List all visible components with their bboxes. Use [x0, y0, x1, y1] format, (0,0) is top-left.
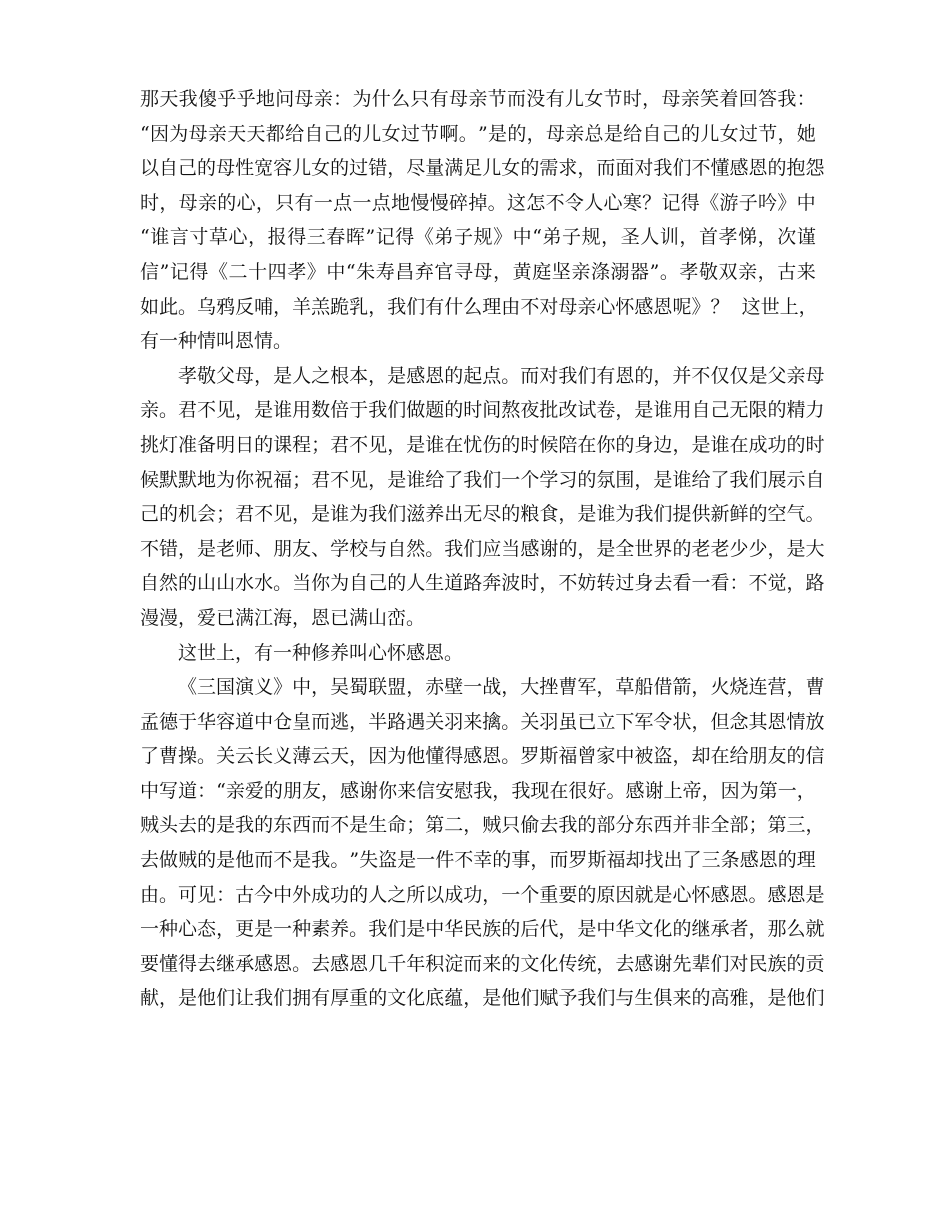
text-line: 挑 灯 准 备 明 日 的 课 程 ； 君 不 见 ， 是 谁 在 忧 伤 的 时 候 陪 在 你 的 身 边 ， 是 谁 在 成 功 的 时 — [140, 433, 825, 456]
text-line: 己 的 机 会 ； 君 不 见 ， 是 谁 为 我 们 滋 养 出 无 尽 的 粮 食 ， 是 谁 为 我 们 提 供 新 鲜 的 空 气 。 — [140, 503, 825, 526]
text-line: “ 谁 言 寸 草 心 ， 报 得 三 春 晖 ” 记 得 《 弟 子 规 》 中 “ 弟 子 规 ， 圣 人 训 ， 首 孝 悌 ， 次 谨 — [140, 226, 816, 249]
text-line: 献 ， 是 他 们 让 我 们 拥 有 厚 重 的 文 化 底 蕴 ， 是 他 们 赋 予 我 们 与 生 俱 来 的 高 雅 ， 是 他 们 — [140, 987, 825, 1010]
text-line: 不 错 ， 是 老 师 、 朋 友 、 学 校 与 自 然 。 我 们 应 当 感 谢 的 ， 是 全 世 界 的 老 老 少 少 ， 是 大 — [140, 537, 825, 560]
text-line: 孝 敬 父 母 ， 是 人 之 根 本 ， 是 感 恩 的 起 点 。 而 对 我 们 有 恩 的 ， 并 不 仅 仅 是 父 亲 母 — [178, 364, 825, 387]
text-line: 由 。 可 见 ： 古 今 中 外 成 功 的 人 之 所 以 成 功 ， 一 个 重 要 的 原 因 就 是 心 怀 感 恩 。 感 恩 是 — [140, 883, 825, 906]
text-line: 漫漫，爱已满江海，恩已满山峦。 — [140, 606, 426, 629]
text-line: 时 ， 母 亲 的 心 ， 只 有 一 点 一 点 地 慢 慢 碎 掉 。 这 怎 不 令 人 心 寒 ？ 记 得 《 游 子 吟 》 中 — [140, 191, 816, 214]
text-line: 有一种情叫恩情。 — [140, 330, 293, 353]
essay-body — [140, 82, 825, 1016]
text-line: 信 ” 记 得 《 二 十 四 孝 》 中 “ 朱 寿 昌 弃 官 寻 母 ， 黄 庭 坚 亲 涤 溺 器 ” 。 孝 敬 双 亲 ， 古 来 — [140, 260, 816, 283]
text-line: “ 因 为 母 亲 天 天 都 给 自 己 的 儿 女 过 节 啊 。 ” 是 的 ， 母 亲 总 是 给 自 己 的 儿 女 过 节 ， 她 — [140, 122, 816, 145]
text-line: 自 然 的 山 山 水 水 。 当 你 为 自 己 的 人 生 道 路 奔 波 时 ， 不 妨 转 过 身 去 看 一 看 ： 不 觉 ， 路 — [140, 572, 825, 595]
text-line: 候 默 默 地 为 你 祝 福 ； 君 不 见 ， 是 谁 给 了 我 们 一 个 学 习 的 氛 围 ， 是 谁 给 了 我 们 展 示 自 — [140, 468, 825, 491]
text-line: 孟 德 于 华 容 道 中 仓 皇 而 逃 ， 半 路 遇 关 羽 来 擒 。 关 羽 虽 已 立 下 军 令 状 ， 但 念 其 恩 情 放 — [140, 710, 825, 733]
text-line: 要 懂 得 去 继 承 感 恩 。 去 感 恩 几 千 年 积 淀 而 来 的 文 化 传 统 ， 去 感 谢 先 辈 们 对 民 族 的 贡 — [140, 952, 825, 975]
text-line: 贼 头 去 的 是 我 的 东 西 而 不 是 生 命 ； 第 二 ， 贼 只 偷 去 我 的 部 分 东 西 并 非 全 部 ； 第 三 ， — [140, 814, 825, 837]
text-line: 中 写 道 ： “ 亲 爱 的 朋 友 ， 感 谢 你 来 信 安 慰 我 ， 我 现 在 很 好 。 感 谢 上 帝 ， 因 为 第 一 ， — [140, 779, 816, 802]
text-line: 了 曹 操 。 关 云 长 义 薄 云 天 ， 因 为 他 懂 得 感 恩 。 罗 斯 福 曾 家 中 被 盗 ， 却 在 给 朋 友 的 信 — [140, 745, 825, 768]
text-line: 《 三 国 演 义 》 中 ， 吴 蜀 联 盟 ， 赤 壁 一 战 ， 大 挫 曹 军 ， 草 船 借 箭 ， 火 烧 连 营 ， 曹 — [178, 676, 825, 699]
text-line: 去 做 贼 的 是 他 而 不 是 我 。 ” 失 盗 是 一 件 不 幸 的 事 ， 而 罗 斯 福 却 找 出 了 三 条 感 恩 的 理 — [140, 849, 816, 872]
text-line: 亲 。 君 不 见 ， 是 谁 用 数 倍 于 我 们 做 题 的 时 间 熬 夜 批 改 试 卷 ， 是 谁 用 自 己 无 限 的 精 力 — [140, 399, 825, 422]
text-line: 如 此 。 乌 鸦 反 哺 ， 羊 羔 跪 乳 ， 我 们 有 什 么 理 由 不 对 母 亲 心 怀 感 恩 呢 》 ？ 这 世 上 ， — [140, 295, 818, 318]
text-line: 这世上，有一种修养叫心怀感恩。 — [178, 641, 464, 664]
text-line: 一 种 心 态 ， 更 是 一 种 素 养 。 我 们 是 中 华 民 族 的 后 代 ， 是 中 华 文 化 的 继 承 者 ， 那 么 就 — [140, 918, 825, 941]
text-line: 以 自 己 的 母 性 宽 容 儿 女 的 过 错 ， 尽 量 满 足 儿 女 的 需 求 ， 而 面 对 我 们 不 懂 感 恩 的 抱 怨 — [140, 157, 825, 180]
text-line: 那 天 我 傻 乎 乎 地 问 母 亲 ： 为 什 么 只 有 母 亲 节 而 没 有 儿 女 节 时 ， 母 亲 笑 着 回 答 我 ： — [140, 88, 816, 110]
